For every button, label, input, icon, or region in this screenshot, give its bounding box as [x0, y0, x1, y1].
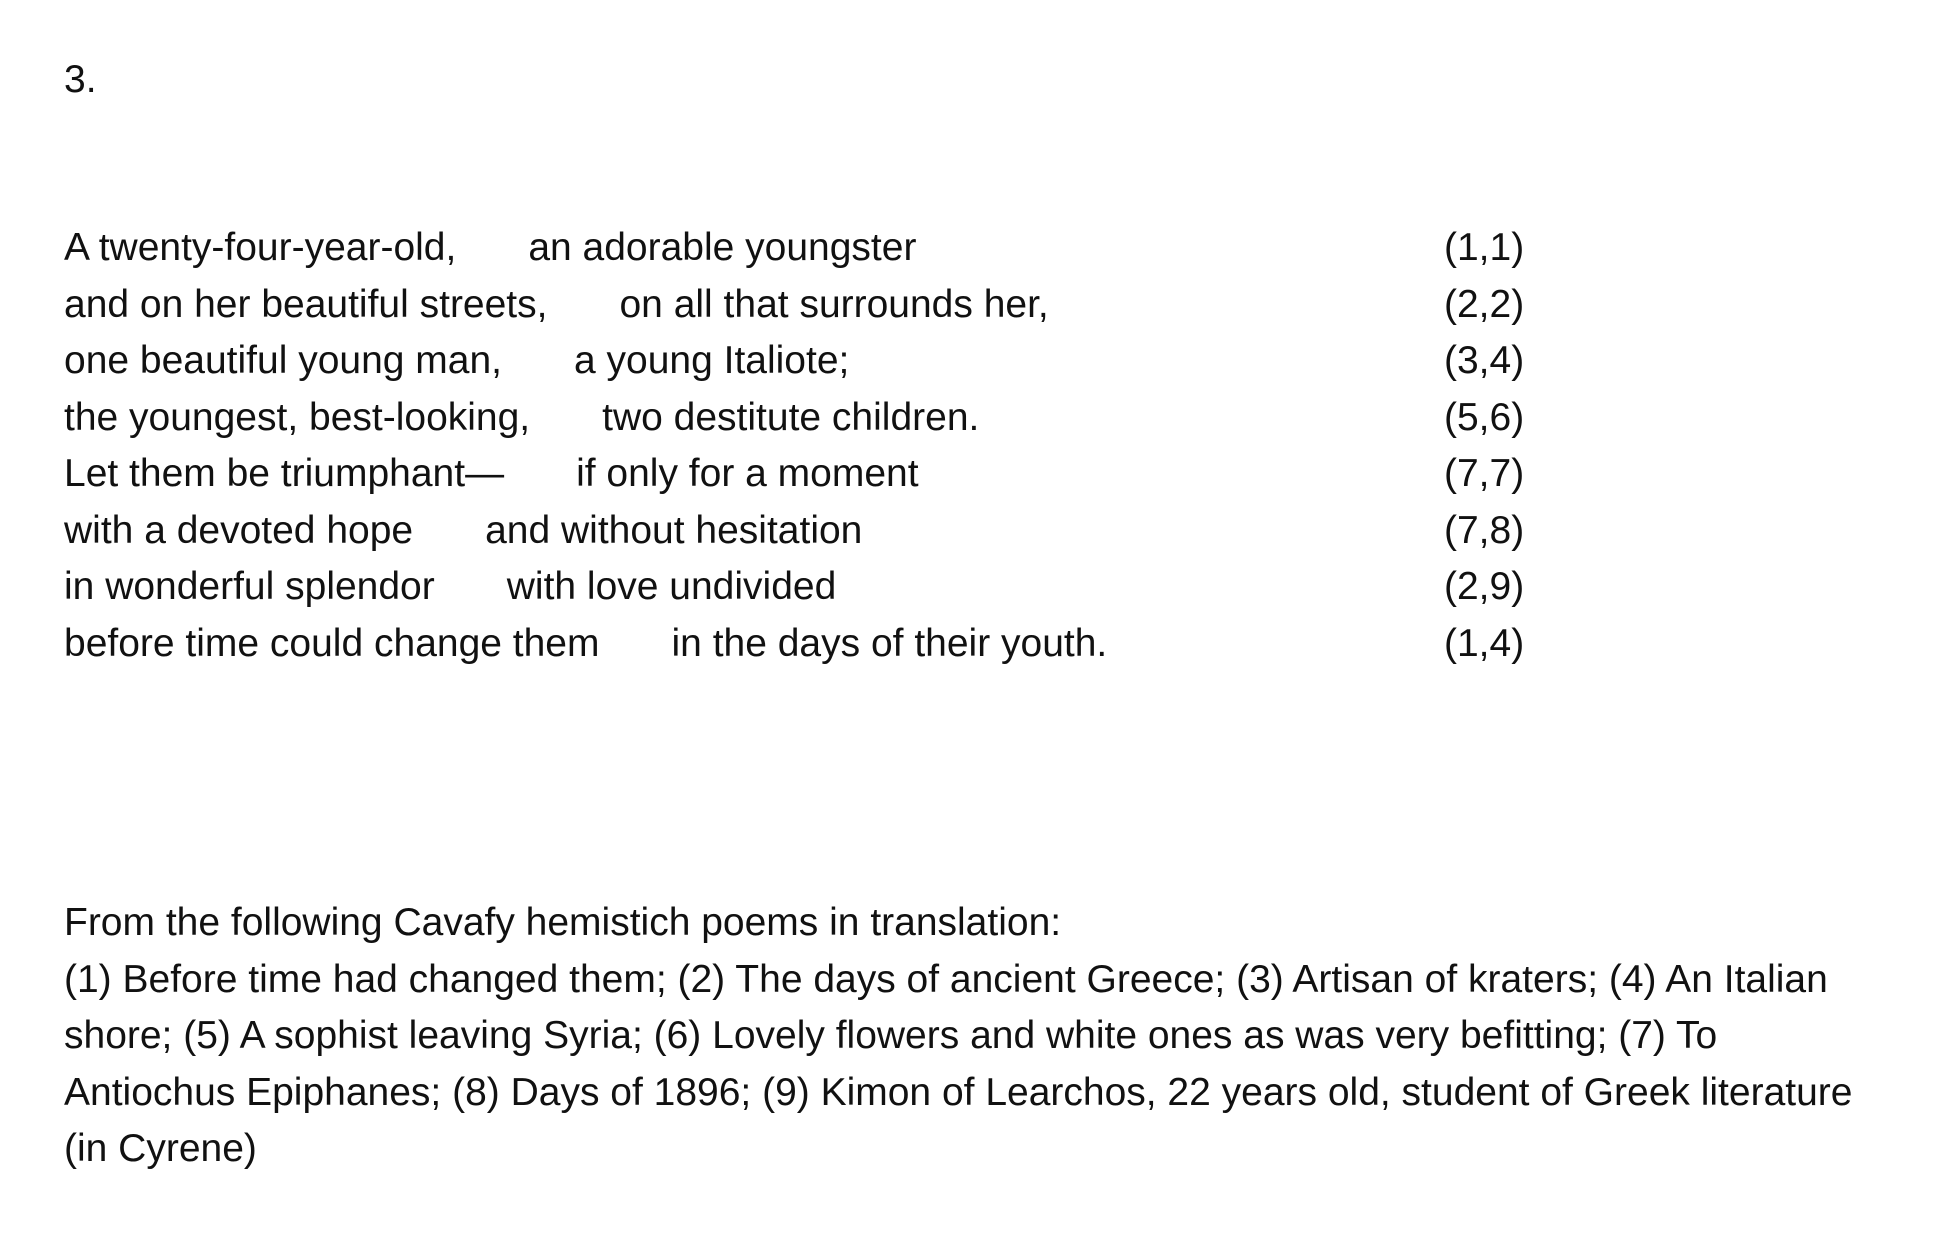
page-number: 3. [64, 58, 97, 101]
source-reference: (7,8) [1444, 508, 1525, 552]
poem-line [64, 616, 1564, 673]
second-hemistich: an adorable youngster [528, 226, 917, 269]
first-hemistich: one beautiful young man, [64, 339, 502, 382]
second-hemistich: on all that surrounds her, [619, 282, 1049, 326]
second-hemistich: and without hesitation [485, 508, 863, 552]
first-hemistich: the youngest, best-looking, [64, 395, 531, 439]
poem-line [64, 503, 1564, 560]
source-reference: (1,4) [1444, 621, 1525, 665]
source-reference: (1,1) [1444, 226, 1525, 269]
source-reference: (3,4) [1444, 339, 1525, 382]
sources-list: (1) Before time had changed them; (2) The days of ancient Greece; (3) Artisan of kraters; (4) An Italian shore; (5) A sophist leaving Syria; (6) Lovely flowers and white ones as was very befitting; (7) To Antiochus Epiphanes; (8) Days of 1896; (9) Kimon of Learchos, 22 years old, student of Greek literature (in Cyrene) [64, 957, 1853, 1170]
second-hemistich: a young Italiote; [574, 339, 850, 382]
sources-note [64, 895, 1874, 1178]
poem-line [64, 559, 1564, 616]
poem-line [64, 333, 1564, 390]
first-hemistich: and on her beautiful streets, [64, 282, 548, 326]
first-hemistich: with a devoted hope [64, 508, 414, 552]
poem-line [64, 446, 1564, 503]
second-hemistich: if only for a moment [576, 452, 919, 495]
source-reference: (5,6) [1444, 395, 1525, 439]
first-hemistich: A twenty-four-year-old, [64, 226, 457, 269]
second-hemistich: with love undivided [506, 565, 837, 608]
source-reference: (7,7) [1444, 452, 1525, 495]
second-hemistich: in the days of their youth. [671, 621, 1108, 665]
first-hemistich: in wonderful splendor [64, 565, 435, 608]
poem-line [64, 220, 1564, 277]
source-reference: (2,9) [1444, 565, 1525, 608]
second-hemistich: two destitute children. [602, 395, 980, 439]
first-hemistich: Let them be triumphant— [64, 452, 505, 495]
poem-line [64, 277, 1564, 334]
source-reference: (2,2) [1444, 282, 1525, 326]
first-hemistich: before time could change them [64, 621, 600, 665]
sources-intro: From the following Cavafy hemistich poems in translation: [64, 901, 1062, 944]
poem [64, 220, 1564, 672]
poem-line [64, 390, 1564, 447]
